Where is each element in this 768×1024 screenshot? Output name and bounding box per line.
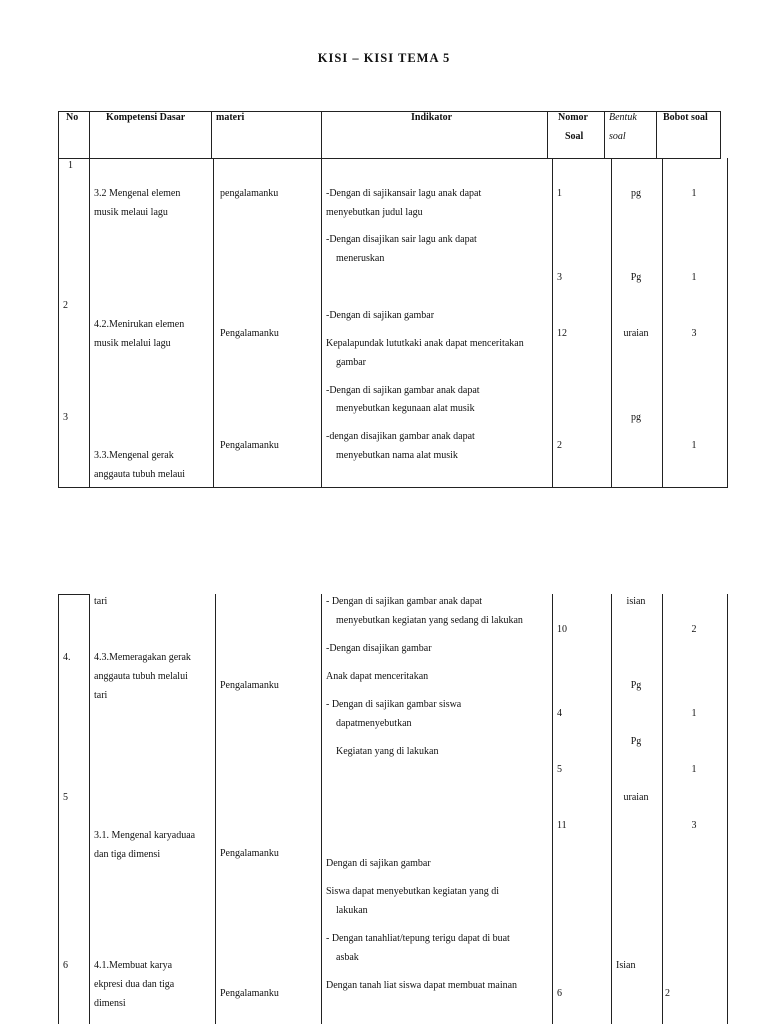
indikator-text: Dengan tanah liat siswa dapat membuat mainan: [326, 980, 518, 991]
table-border: [58, 111, 59, 159]
bobot-soal-value: 1: [691, 272, 697, 283]
header-materi: materi: [216, 112, 245, 123]
kompetensi-dasar-text: ekpresi dua dan tiga: [94, 979, 175, 990]
table-border: [656, 111, 657, 159]
kompetensi-dasar-text: dan tiga dimensi: [94, 849, 161, 860]
indikator-text: -Dengan disajikan sair lagu ank dapat: [326, 234, 477, 245]
indikator-text: -Dengan disajikan gambar: [326, 643, 432, 654]
table-border: [58, 487, 727, 488]
kompetensi-dasar-text: 3.1. Mengenal karyaduaa: [94, 830, 196, 841]
bobot-soal-value: 1: [691, 440, 697, 451]
materi-text: Pengalamanku: [220, 328, 279, 339]
kompetensi-dasar-text: anggauta tubuh melalui: [94, 671, 188, 682]
table-border: [552, 158, 553, 488]
row-number: 6: [63, 960, 68, 971]
table-border: [552, 594, 553, 1024]
table-border: [89, 158, 90, 488]
row-number: 4.: [63, 652, 71, 663]
table-border: [547, 111, 548, 159]
nomor-soal-value: 1: [557, 188, 562, 199]
table-border: [662, 594, 663, 1024]
indikator-text: Anak dapat menceritakan: [326, 671, 429, 682]
kompetensi-dasar-text: 3.3.Mengenal gerak: [94, 450, 174, 461]
table-border: [213, 158, 214, 488]
nomor-soal-value: 2: [557, 440, 562, 451]
indikator-text: Kegiatan yang di lakukan: [336, 746, 439, 757]
nomor-soal-value: 5: [557, 764, 562, 775]
header-indikator: Indikator: [411, 112, 453, 123]
table-border: [720, 111, 721, 159]
materi-text: Pengalamanku: [220, 848, 279, 859]
bobot-soal-value: 2: [691, 624, 697, 635]
kompetensi-dasar-text: musik melaui lagu: [94, 207, 168, 218]
indikator-text: meneruskan: [336, 253, 385, 264]
table-border: [58, 594, 89, 595]
indikator-text: - Dengan tanahliat/tepung terigu dapat di buat: [326, 933, 510, 944]
bobot-soal-value: 1: [691, 708, 697, 719]
table-border: [321, 594, 322, 1024]
bobot-soal-value: 3: [691, 820, 697, 831]
table-border: [611, 158, 612, 488]
bentuk-soal-value: Pg: [630, 680, 642, 691]
indikator-text: - Dengan di sajikan gambar anak dapat: [326, 596, 483, 607]
kompetensi-dasar-text: 4.3.Memeragakan gerak: [94, 652, 191, 663]
kompetensi-dasar-text: anggauta tubuh melaui: [94, 469, 186, 480]
indikator-text: - Dengan di sajikan gambar siswa: [326, 699, 462, 710]
row-number: 3: [63, 412, 68, 423]
table-border: [58, 158, 59, 488]
materi-text: Pengalamanku: [220, 440, 279, 451]
bentuk-soal-value: pg: [631, 188, 641, 199]
bentuk-soal-value: uraian: [623, 792, 649, 803]
document-title: KISI – KISI TEMA 5: [317, 51, 451, 65]
nomor-soal-value: 12: [557, 328, 567, 339]
header-bentuk-soal: soal: [609, 131, 626, 142]
nomor-soal-value: 10: [557, 624, 567, 635]
indikator-text: menyebutkan nama alat musik: [336, 450, 458, 461]
kompetensi-dasar-text: dimensi: [94, 998, 126, 1009]
bentuk-soal-value: Pg: [630, 736, 642, 747]
bentuk-soal-value: pg: [631, 412, 641, 423]
nomor-soal-value: 11: [557, 820, 567, 831]
kompetensi-dasar-text: 4.1.Membuat karya: [94, 960, 173, 971]
bentuk-soal-value: Isian: [616, 960, 636, 971]
indikator-text: menyebutkan kegunaan alat musik: [336, 403, 475, 414]
indikator-text: -Dengan di sajikansair lagu anak dapat: [326, 188, 482, 199]
bobot-soal-value: 3: [691, 328, 697, 339]
materi-text: pengalamanku: [220, 188, 279, 199]
header-nomor-soal: Nomor: [558, 112, 588, 123]
header-no: No: [66, 112, 79, 123]
table-border: [215, 594, 216, 1024]
indikator-text: -Dengan di sajikan gambar anak dapat: [326, 385, 480, 396]
nomor-soal-value: 4: [557, 708, 562, 719]
indikator-text: gambar: [336, 357, 366, 368]
bobot-soal-value: 2: [665, 988, 670, 999]
header-bobot-soal: Bobot soal: [663, 112, 708, 123]
bobot-soal-value: 1: [691, 764, 697, 775]
kompetensi-dasar-text: musik melalui lagu: [94, 338, 171, 349]
indikator-text: asbak: [336, 952, 359, 963]
table-border: [611, 594, 612, 1024]
bobot-soal-value: 1: [691, 188, 697, 199]
table-border: [321, 111, 322, 159]
indikator-text: Siswa dapat menyebutkan kegiatan yang di: [326, 886, 500, 897]
indikator-text: dapatmenyebutkan: [336, 718, 412, 729]
indikator-text: Kepalapundak lututkaki anak dapat menceritakan: [326, 338, 524, 349]
table-border: [604, 111, 605, 159]
indikator-text: menyebutkan judul lagu: [326, 207, 423, 218]
kompetensi-dasar-text: tari: [94, 596, 108, 607]
row-number: 1: [68, 160, 73, 171]
indikator-text: menyebutkan kegiatan yang sedang di lakukan: [336, 615, 523, 626]
nomor-soal-value: 6: [557, 988, 562, 999]
materi-text: Pengalamanku: [220, 988, 279, 999]
kompetensi-dasar-text: 3.2 Mengenal elemen: [94, 188, 181, 199]
table-border: [89, 111, 90, 159]
indikator-text: Dengan di sajikan gambar: [326, 858, 431, 869]
table-border: [89, 594, 90, 1024]
header-nomor-soal: Soal: [565, 131, 584, 142]
table-border: [58, 594, 59, 1024]
row-number: 5: [63, 792, 68, 803]
table-border: [211, 111, 212, 159]
bentuk-soal-value: Pg: [630, 272, 642, 283]
table-border: [727, 594, 728, 1024]
table-border: [321, 158, 322, 488]
table-border: [58, 158, 721, 159]
row-number: 2: [63, 300, 68, 311]
indikator-text: -Dengan di sajikan gambar: [326, 310, 435, 321]
materi-text: Pengalamanku: [220, 680, 279, 691]
header-bentuk-soal: Bentuk: [609, 112, 637, 123]
indikator-text: lakukan: [336, 905, 368, 916]
table-border: [727, 158, 728, 488]
header-kompetensi-dasar: Kompetensi Dasar: [106, 112, 186, 123]
kompetensi-dasar-text: tari: [94, 690, 108, 701]
indikator-text: -dengan disajikan gambar anak dapat: [326, 431, 475, 442]
bentuk-soal-value: uraian: [623, 328, 649, 339]
kompetensi-dasar-text: 4.2.Menirukan elemen: [94, 319, 185, 330]
nomor-soal-value: 3: [557, 272, 562, 283]
bentuk-soal-value: isian: [626, 596, 646, 607]
